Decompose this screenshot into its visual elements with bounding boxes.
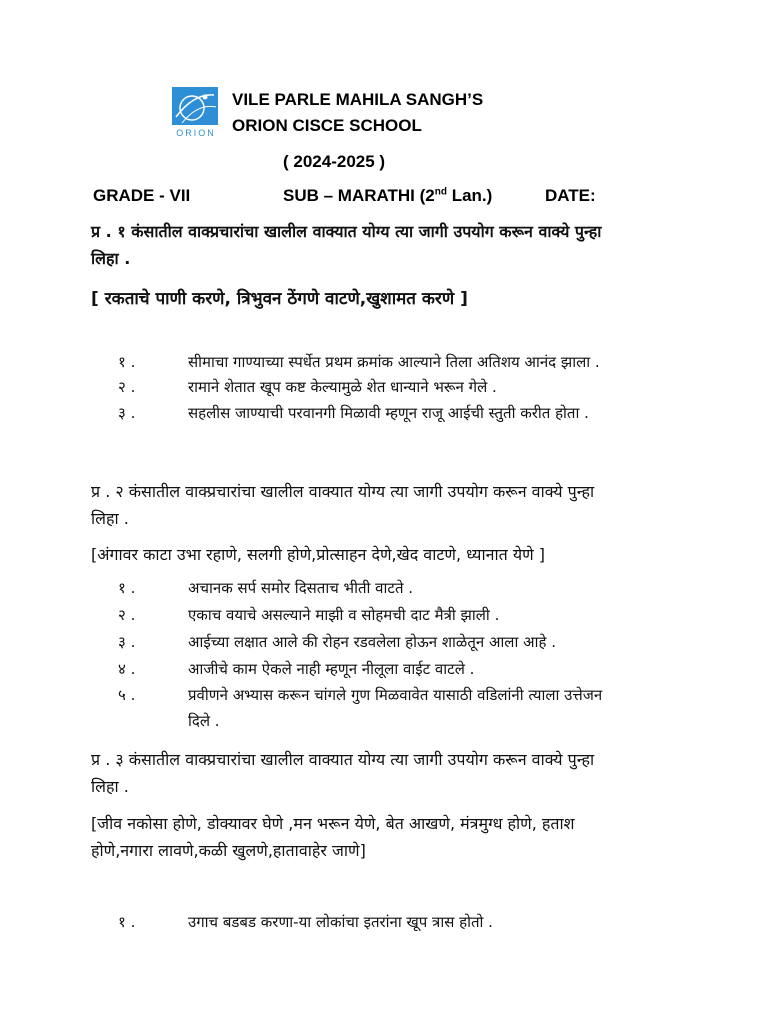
subject-sup: nd <box>434 186 447 198</box>
q1-prompt-line1: प्र . १ कंसातील वाक्प्रचारांचा खालील वाक्यात योग्य त्या जागी उपयोग करून वाक्ये पुन्हा <box>91 222 602 241</box>
q3-phrase-bank <box>91 810 711 864</box>
grade-label: GRADE - VII <box>93 186 191 205</box>
q2-prompt <box>91 478 691 532</box>
subject-label <box>283 186 492 206</box>
logo-text: ORION <box>176 128 216 138</box>
school-name-line1: VILE PARLE MAHILA SANGH’S <box>232 90 484 109</box>
q1-phrase-bank: [ रकताचे पाणी करणे, त्रिभुवन ठेंगणे वाटणे,खुशामत करणे ] <box>91 289 468 309</box>
logo-mark-icon <box>172 87 218 125</box>
school-name-line2: ORION CISCE SCHOOL <box>232 116 422 135</box>
q3-prompt-line2: लिहा . <box>91 777 129 796</box>
q3-prompt <box>91 746 691 800</box>
q2-list: १ . अचानक सर्प समोर दिसताच भीती वाटते . २ . एकाच वयाचे असल्याने माझी व सोहमची दाट मैत्री झाली . ३ . आईच्या लक्षात आले की रोहन रडवलेला होऊन शाळेतून आला आहे . ४ . आजीचे काम ऐकले नाही म्हणून नीलूला वाईट वाटले . ५ . प्रवीणने अभ्यास करून चांगले गुण मिळवावेत यासाठी वडिलांनी त्याला उत्तेजन दिले . <box>118 579 603 730</box>
q3-prompt-line1: प्र . ३ कंसातील वाक्प्रचारांचा खालील वाक्यात योग्य त्या जागी उपयोग करून वाक्ये पुन्हा <box>91 750 595 769</box>
q3-list: १ . उगाच बडबड करणा-या लोकांचा इतरांना खूप त्रास होतो . <box>118 913 493 931</box>
q1-list: १ . सीमाचा गाण्याच्या स्पर्धेत प्रथम क्रमांक आल्याने तिला अतिशय आनंद झाला . २ . रामाने शेतात खूप कष्ट केल्यामुळे शेत धान्याने भरून गेले . ३ . सहलीस जाण्याची परवानगी मिळावी म्हणून राजू आईची स्तुती करीत होता . <box>118 353 600 422</box>
q1-prompt-line2: लिहा . <box>91 249 131 268</box>
q2-phrase-bank: [अंगावर काटा उभा रहाणे, सलगी होणे,प्रोत्साहन देणे,खेद वाटणे, ध्यानात येणे ] <box>91 545 545 564</box>
academic-year: ( 2024-2025 ) <box>283 152 386 171</box>
q2-prompt-line2: लिहा . <box>91 509 129 528</box>
date-label: DATE: <box>545 186 596 205</box>
school-logo <box>172 87 220 143</box>
subject-prefix: SUB – MARATHI (2 <box>283 186 435 205</box>
q3-phrase-bank-line2: होणे,नगारा लावणे,कळी खुलणे,हातावाहेर जाणे] <box>91 841 366 860</box>
q2-prompt-line1: प्र . २ कंसातील वाक्प्रचारांचा खालील वाक्यात योग्य त्या जागी उपयोग करून वाक्ये पुन्हा <box>91 482 595 501</box>
subject-suffix: Lan.) <box>446 186 493 205</box>
q1-prompt <box>91 218 691 272</box>
q3-phrase-bank-line1: [जीव नकोसा होणे, डोक्यावर घेणे ,मन भरून येणे, बेत आखणे, मंत्रमुग्ध होणे, हताश <box>91 814 575 833</box>
